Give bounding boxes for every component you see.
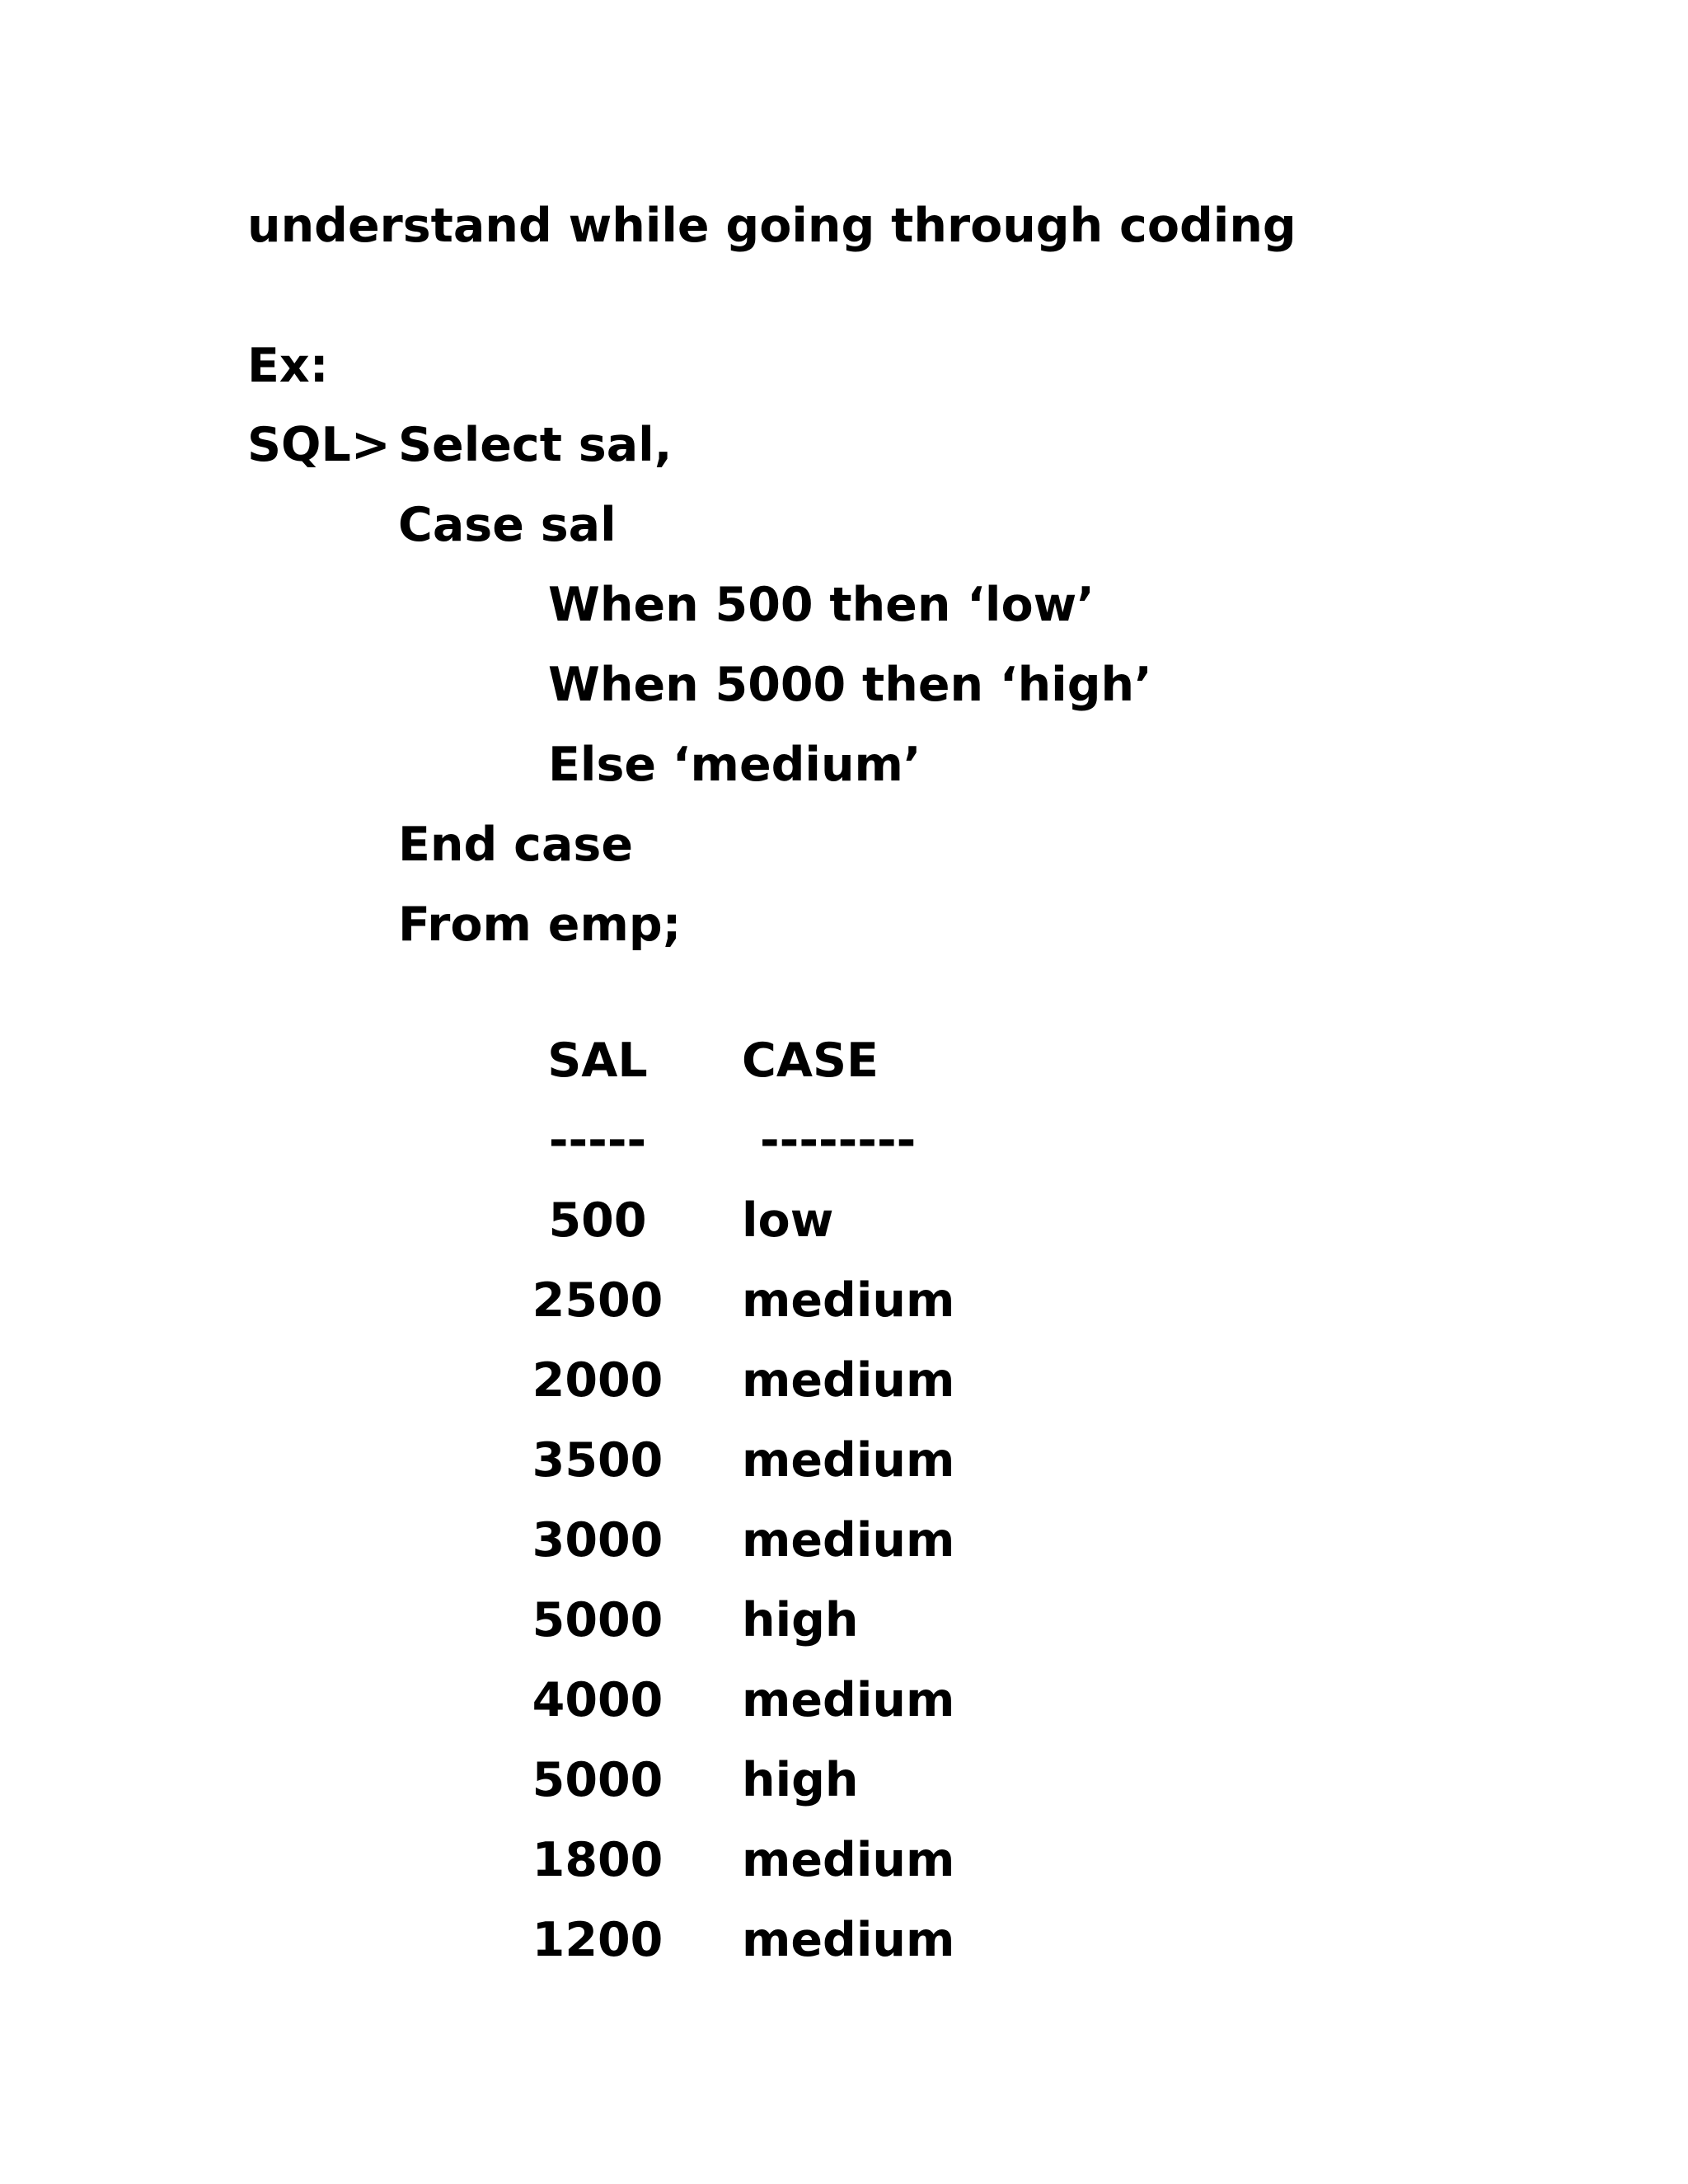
sql-case-line: Case sal <box>398 498 617 552</box>
result-cell-sal: 500 <box>548 1193 647 1248</box>
result-cell-sal: 5000 <box>532 1593 663 1647</box>
sql-end-case-line: End case <box>398 818 633 872</box>
result-cell-case: medium <box>742 1433 955 1488</box>
result-cell-sal: 2500 <box>532 1273 663 1328</box>
result-cell-case: medium <box>742 1913 955 1967</box>
result-cell-sal: 5000 <box>532 1753 663 1807</box>
result-cell-sal: 3000 <box>532 1513 663 1568</box>
intro-text: understand while going through coding <box>247 199 1296 253</box>
result-cell-sal: 1800 <box>532 1833 663 1887</box>
result-cell-case: medium <box>742 1673 955 1727</box>
result-cell-case: low <box>742 1193 834 1248</box>
sql-from-line: From emp; <box>398 898 682 952</box>
result-cell-case: medium <box>742 1273 955 1328</box>
result-cell-case: medium <box>742 1833 955 1887</box>
result-cell-sal: 3500 <box>532 1433 663 1488</box>
result-cell-sal: 1200 <box>532 1913 663 1967</box>
result-cell-sal: 2000 <box>532 1353 663 1408</box>
example-label: Ex: <box>247 339 329 393</box>
result-cell-case: medium <box>742 1353 955 1408</box>
result-cell-sal: 4000 <box>532 1673 663 1727</box>
sal-column-header: SAL <box>547 1033 648 1088</box>
sql-prompt: SQL> <box>247 418 391 472</box>
case-column-separator: -------- <box>760 1113 917 1168</box>
result-cell-case: high <box>742 1593 859 1647</box>
case-column-header: CASE <box>742 1033 879 1088</box>
sql-select-line: Select sal, <box>398 418 673 472</box>
sql-when-high-line: When 5000 then ‘high’ <box>548 658 1152 712</box>
result-cell-case: high <box>742 1753 859 1807</box>
sal-column-separator: ----- <box>548 1113 647 1168</box>
sql-else-line: Else ‘medium’ <box>548 738 921 792</box>
result-cell-case: medium <box>742 1513 955 1568</box>
sql-when-low-line: When 500 then ‘low’ <box>548 578 1095 632</box>
